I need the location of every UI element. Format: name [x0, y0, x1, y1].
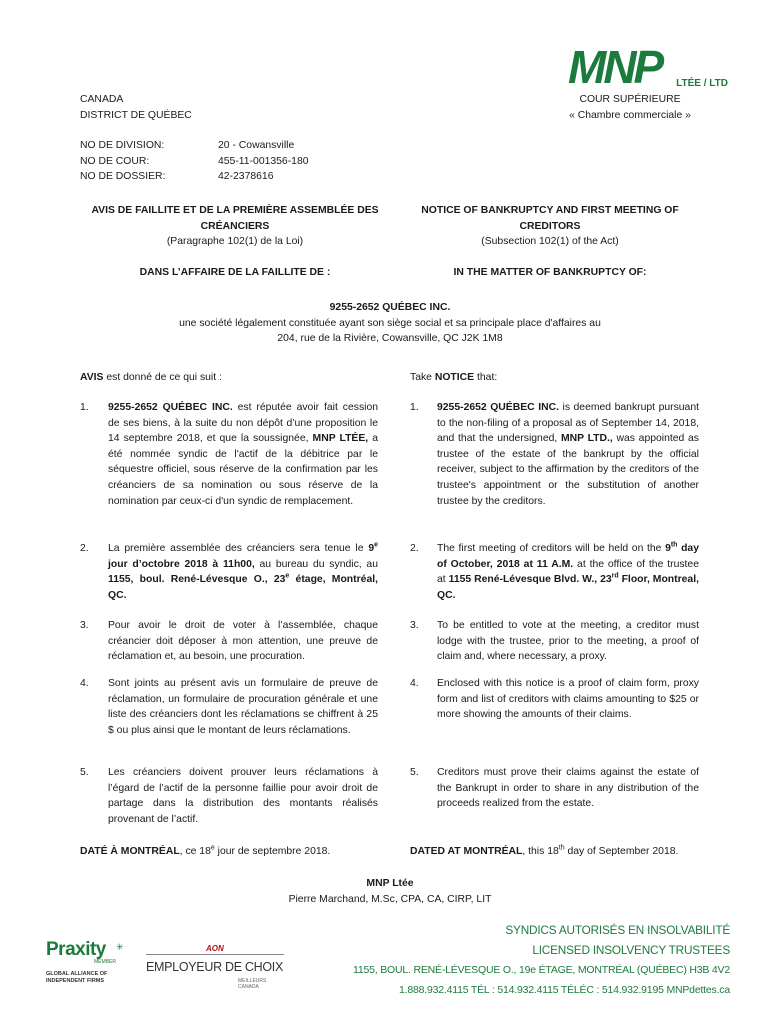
item-3-fr: Pour avoir le droit de voter à l’assemblée, chaque créancier doit déposer à mon attention, une preuve de réclamation et, au besoin, une procuration.	[108, 620, 378, 663]
court-number-label: NO DE COUR:	[80, 155, 150, 167]
item-4-fr: Sont joints au présent avis un formulaire de preuve de réclamation, un formulaire de procuration générale et une liste des créanciers dont les réclamations se chiffrent à 25 $ ou plus ainsi que le montant de leurs réclamations.	[108, 678, 378, 736]
item-2-en-sup2: rd	[611, 572, 619, 580]
praxity-subtitle	[46, 971, 107, 984]
praxity-tag: MEMBER	[94, 959, 116, 965]
employer-title: EMPLOYEUR DE CHOIX	[146, 960, 283, 974]
country: CANADA	[80, 94, 124, 105]
item-4-en: Enclosed with this notice is a proof of claim form, proxy form and list of creditors with claims amounting to $25 or more showing the amounts of their claims.	[437, 678, 699, 721]
footer-contact: 1.888.932.4115 TÉL : 514.932.4115 TÉLÉC : 514.932.9195 MNPdettes.ca	[398, 984, 730, 996]
item-2-fr	[108, 541, 378, 603]
item-2-fr-day: 9	[368, 543, 375, 554]
item-3-en: To be entitled to vote at the meeting, a creditor must lodge with the trustee, prior to the meeting, a proof of claim and, where necessary, a proxy.	[437, 620, 699, 663]
file-number-value: 42-2378616	[218, 171, 274, 183]
file-info-values	[218, 138, 309, 185]
matter-en: IN THE MATTER OF BANKRUPTCY OF:	[453, 267, 647, 278]
item-1-en-text2: was appointed as trustee of the estate of the bankrupt by the official receiver, subject to the affirmation by the creditors of the trustee's appointment or the substitution of another trustee by the creditors.	[437, 433, 699, 507]
intro-fr-text: est donné de ce qui suit :	[103, 372, 222, 383]
item-2-en	[437, 541, 699, 603]
dated-en-sup: th	[558, 844, 565, 852]
dated-en-bold: DATED AT MONTRÉAL	[410, 846, 523, 857]
dated-fr-text2: jour de septembre 2018.	[214, 846, 331, 857]
item-2-en-sup1: th	[670, 541, 678, 549]
item-5-fr: Les créanciers doivent prouver leurs réclamations à l’égard de l’actif de la personne faillie pour avoir droit de partage dans la distribution des montants réalisés provenant de l’actif.	[108, 767, 378, 825]
title-fr-line1: AVIS DE FAILLITE ET DE LA PREMIÈRE ASSEMBLÉE DES	[91, 205, 379, 216]
intro-fr	[80, 370, 222, 386]
dated-en	[410, 844, 678, 860]
dated-fr	[80, 844, 330, 860]
matter-fr: DANS L’AFFAIRE DE LA FAILLITE DE :	[139, 267, 331, 278]
praxity-sub2: INDEPENDENT FIRMS	[46, 977, 105, 984]
item-1-fr	[108, 400, 378, 509]
dated-fr-text1: , ce 18	[179, 846, 211, 857]
logo-brand: MNP	[568, 41, 662, 93]
praxity-name: Praxity	[46, 939, 106, 960]
logo-suffix: LTÉE / LTD	[676, 78, 728, 89]
item-1-fr-text2: a été nommée syndic de l'actif de la débitrice par le séquestre officiel, sous réserve de la confirmation par les créanciers de sa nomination ou sous réserve de la nomination par ceux-ci d'un syndic de remplacement.	[108, 433, 378, 507]
item-2-fr-text2: au bureau du syndic, au	[254, 558, 378, 570]
item-5-en: Creditors must prove their claims against the estate of the Bankrupt in order to share in any distribution of the proceeds realized from the estate.	[437, 767, 699, 810]
item-4-number-fr: 4.	[80, 678, 89, 689]
header-left	[80, 92, 192, 123]
employer-subtitle: MEILLEURS CANADA	[238, 978, 267, 990]
intro-en-pre: Take	[410, 372, 435, 383]
item-1-fr-bold1: 9255-2652 QUÉBEC INC.	[108, 402, 233, 413]
signature-person: Pierre Marchand, M.Sc, CPA, CA, CIRP, LIT	[288, 893, 492, 905]
title-en	[400, 203, 700, 250]
footer-line-fr: SYNDICS AUTORISÉS EN INSOLVABILITÉ	[505, 923, 730, 937]
title-fr	[80, 203, 390, 250]
item-3-number-en: 3.	[410, 620, 419, 631]
item-2-fr-text1: La première assemblée des créanciers sera tenue le	[108, 543, 369, 554]
item-2-fr-sup2: e	[285, 572, 290, 580]
dated-en-text2: day of September 2018.	[564, 846, 679, 857]
chamber: « Chambre commerciale »	[569, 109, 691, 121]
title-fr-sub: (Paragraphe 102(1) de la Loi)	[166, 236, 304, 248]
item-2-en-text2: at the office of the trustee at	[437, 558, 699, 586]
item-2-number-fr: 2.	[80, 543, 89, 554]
dated-fr-bold: DATÉ À MONTRÉAL	[80, 846, 180, 857]
item-2-fr-date: jour d’octobre 2018 à 11h00,	[108, 558, 255, 570]
item-2-fr-address: 1155, boul. René-Lévesque O., 23	[108, 574, 286, 586]
division-label: NO DE DIVISION:	[80, 140, 165, 151]
item-2-en-text1: The first meeting of creditors will be held on the	[437, 543, 666, 554]
item-4-number-en: 4.	[410, 678, 419, 689]
intro-en-text: that:	[474, 372, 498, 383]
item-1-fr-text1: est réputée avoir fait cession de ses biens, à la suite du non dépôt d’une proposition le 14 septembre 2018, et que la soussignée,	[108, 402, 378, 445]
dated-en-text1: , this 18	[522, 846, 559, 857]
mnp-logo	[568, 41, 728, 94]
item-2-fr-sup1: e	[374, 541, 378, 549]
item-2-en-floor: Floor, Montreal, QC.	[437, 574, 699, 601]
item-3-number-fr: 3.	[80, 620, 89, 631]
title-en-sub: (Subsection 102(1) of the Act)	[481, 236, 619, 248]
item-1-en	[437, 400, 699, 509]
item-2-en-address: 1155 René-Lévesque Blvd. W., 23	[448, 574, 612, 586]
footer-line-en: LICENSED INSOLVENCY TRUSTEES	[532, 943, 730, 957]
file-number-label: NO DE DOSSIER:	[80, 171, 166, 183]
item-5-number-en: 5.	[410, 767, 419, 778]
debtor-block	[80, 300, 700, 347]
footer-address: 1155, BOUL. RENÉ-LÉVESQUE O., 19e ÉTAGE, MONTRÉAL (QUÉBEC) H3B 4V2	[353, 964, 730, 976]
item-2-en-date: day of October, 2018 at 11 A.M.	[437, 543, 699, 570]
court-number-value: 455-11-001356-180	[218, 155, 309, 167]
item-1-number-en: 1.	[410, 402, 419, 413]
item-1-en-bold2: MNP LTD.,	[560, 433, 613, 445]
file-info-labels	[80, 138, 165, 185]
header-right	[530, 92, 730, 123]
employer-logo	[146, 944, 286, 990]
footer-trustee-info	[318, 920, 730, 1000]
item-1-number-fr: 1.	[80, 402, 89, 413]
item-2-en-day: 9	[665, 543, 671, 554]
praxity-sub1: GLOBAL ALLIANCE OF	[46, 971, 108, 977]
praxity-dots-icon: ✳	[116, 942, 124, 952]
intro-en	[410, 370, 497, 386]
debtor-name: 9255-2652 QUÉBEC INC.	[329, 302, 451, 313]
praxity-logo	[46, 940, 130, 990]
employer-divider	[146, 954, 284, 955]
dated-fr-sup: e	[210, 844, 215, 852]
district: DISTRICT DE QUÉBEC	[80, 109, 192, 121]
item-1-en-text1: is deemed bankrupt pursuant to the non-filing of a proposal as of September 14, 2018, and that the undersigned,	[437, 402, 699, 445]
item-2-fr-floor: étage, Montréal, QC.	[108, 574, 378, 601]
debtor-description: une société légalement constituée ayant son siège social et sa principale place d'affaires au	[179, 317, 601, 329]
title-en-line1: NOTICE OF BANKRUPTCY AND FIRST MEETING OF	[421, 205, 679, 216]
court: COUR SUPÉRIEURE	[579, 94, 681, 105]
intro-en-bold: NOTICE	[434, 372, 475, 383]
title-en-line2: CREDITORS	[519, 220, 581, 232]
item-1-fr-bold2: MNP LTÉE,	[312, 433, 369, 445]
item-5-number-fr: 5.	[80, 767, 89, 778]
intro-fr-bold: AVIS	[80, 372, 104, 383]
title-fr-line2: CRÉANCIERS	[200, 220, 270, 232]
item-1-en-bold1: 9255-2652 QUÉBEC INC.	[437, 402, 559, 413]
signature-block	[80, 876, 700, 907]
division-value: 20 - Cowansville	[218, 140, 295, 151]
signature-company: MNP Ltée	[366, 878, 414, 889]
aon-logo: AON	[206, 944, 224, 953]
debtor-address: 204, rue de la Rivière, Cowansville, QC J2K 1M8	[277, 333, 503, 345]
item-2-number-en: 2.	[410, 543, 419, 554]
